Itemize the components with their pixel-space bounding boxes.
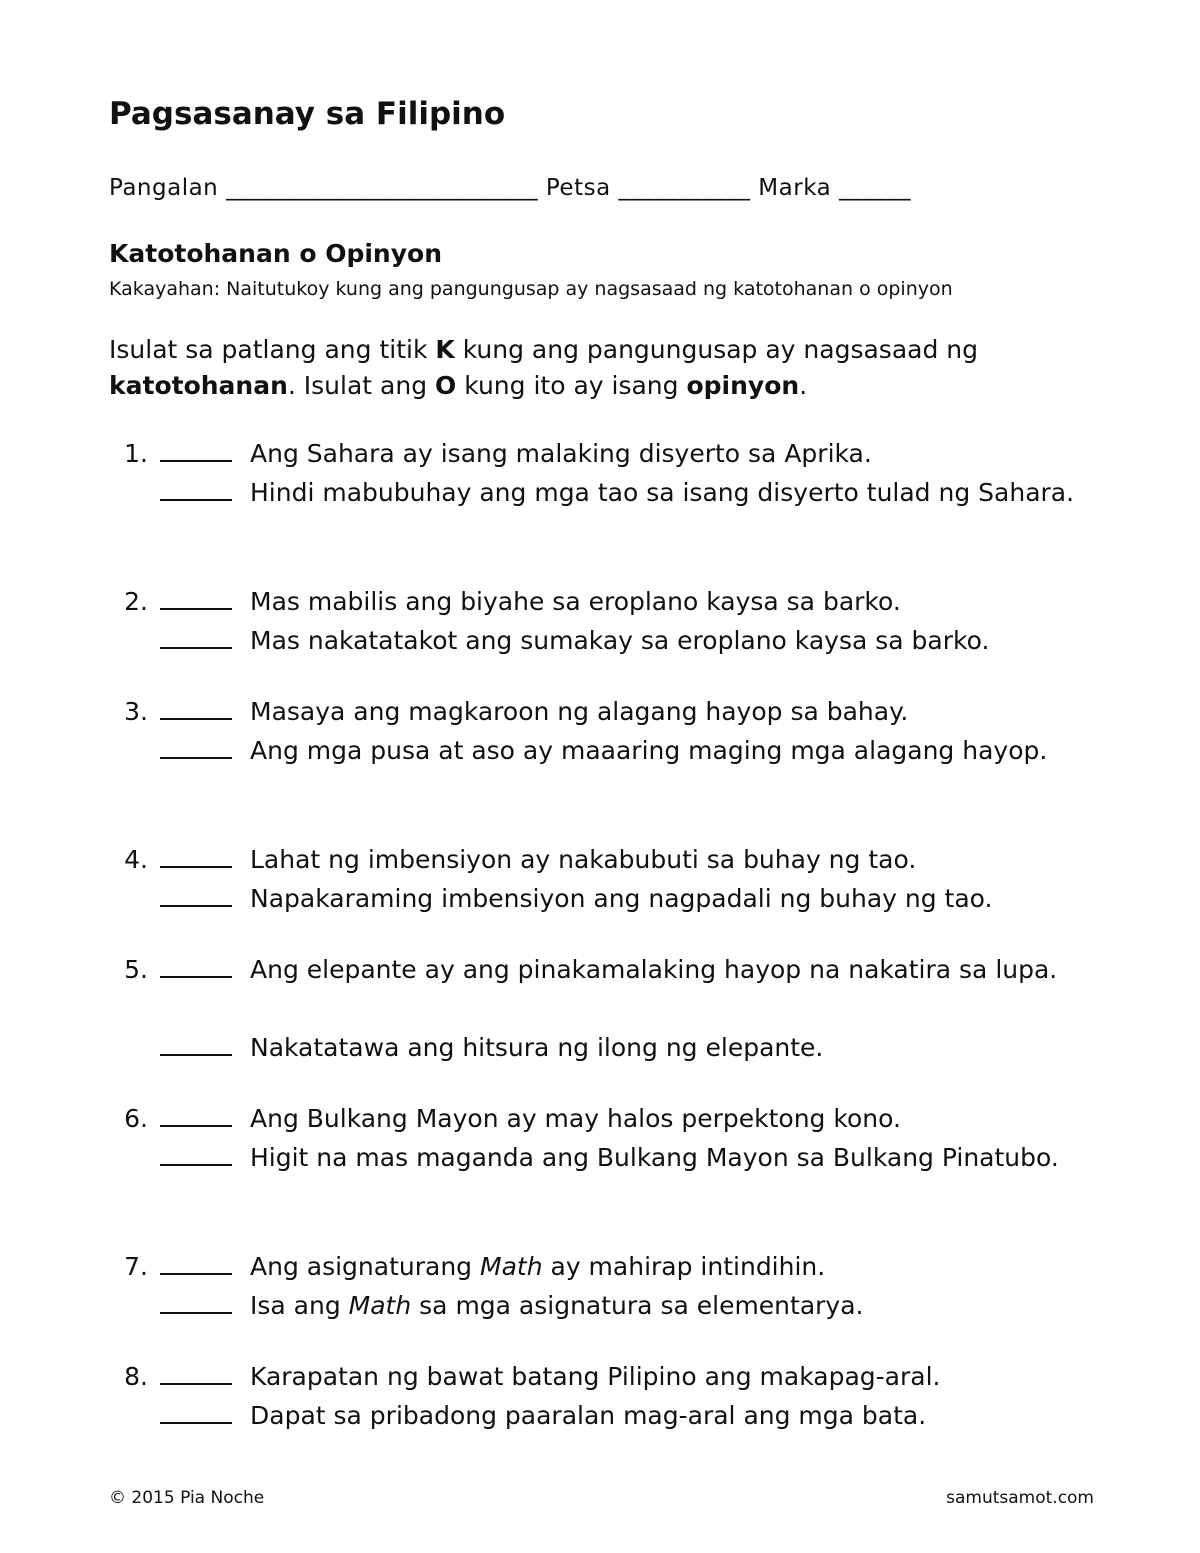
statement-row — [0, 692, 1200, 731]
statement-row — [0, 473, 1200, 551]
statement-row — [0, 950, 1200, 1028]
statement-text: Napakaraming imbensiyon ang nagpadali ng buhay ng tao. — [250, 884, 993, 913]
website-link[interactable]: samutsamot.com — [946, 1488, 1094, 1508]
exercise-item — [0, 434, 1200, 551]
subject-math: Math — [348, 1291, 412, 1320]
statement-text: Masaya ang magkaroon ng alagang hayop sa bahay. — [250, 697, 909, 726]
copyright-notice: © 2015 Pia Noche — [109, 1488, 265, 1508]
item-number: 3. — [124, 697, 148, 726]
answer-blank[interactable] — [160, 1164, 232, 1166]
statement-row — [0, 1028, 1200, 1067]
exercise-item — [0, 1247, 1200, 1325]
statement-row — [0, 1138, 1200, 1216]
answer-blank[interactable] — [160, 718, 232, 720]
answer-blank[interactable] — [160, 1054, 232, 1056]
statement-row — [0, 879, 1200, 918]
statement-text: Ang Bulkang Mayon ay may halos perpektong kono. — [250, 1104, 901, 1133]
statement-text: Lahat ng imbensiyon ay nakabubuti sa buhay ng tao. — [250, 845, 917, 874]
exercise-item — [0, 1357, 1200, 1435]
statement-text: Ang asignaturang Math ay mahirap intindihin. — [250, 1252, 826, 1281]
statement-text: Ang elepante ay ang pinakamalaking hayop na nakatira sa lupa. — [250, 955, 1058, 984]
item-number: 4. — [124, 845, 148, 874]
statement-text: Karapatan ng bawat batang Pilipino ang makapag-aral. — [250, 1362, 941, 1391]
statement-row — [0, 621, 1200, 660]
instructions: Isulat sa patlang ang titik K kung ang pangungusap ay nagsasaad ng katotohanan. Isulat ang O kung ito ay isang opinyon. — [109, 335, 978, 400]
exercise-item — [0, 1099, 1200, 1216]
answer-blank[interactable] — [160, 976, 232, 978]
statement-text: Mas mabilis ang biyahe sa eroplano kaysa sa barko. — [250, 587, 901, 616]
word-katotohanan: katotohanan — [109, 371, 288, 400]
page-title: Pagsasanay sa Filipino — [109, 96, 506, 132]
letter-k: K — [435, 335, 455, 364]
exercise-item — [0, 950, 1200, 1067]
statement-row — [0, 1357, 1200, 1396]
exercise-item — [0, 582, 1200, 660]
answer-blank[interactable] — [160, 1312, 232, 1314]
statement-text: Ang mga pusa at aso ay maaaring maging mga alagang hayop. — [250, 736, 1048, 765]
statement-text: Hindi mabubuhay ang mga tao sa isang disyerto tulad ng Sahara. — [250, 478, 1075, 507]
item-number: 1. — [124, 439, 148, 468]
item-number: 7. — [124, 1252, 148, 1281]
word-opinyon: opinyon — [686, 371, 800, 400]
exercise-item — [0, 840, 1200, 918]
answer-blank[interactable] — [160, 1422, 232, 1424]
answer-blank[interactable] — [160, 1383, 232, 1385]
statement-row — [0, 1286, 1200, 1325]
answer-blank[interactable] — [160, 757, 232, 759]
statement-text: Higit na mas maganda ang Bulkang Mayon sa Bulkang Pinatubo. — [250, 1143, 1059, 1172]
item-number: 6. — [124, 1104, 148, 1133]
skill-description: Kakayahan: Naitutukoy kung ang pangungusap ay nagsasaad ng katotohanan o opinyon — [109, 278, 953, 300]
statement-row — [0, 1099, 1200, 1138]
statement-text: Dapat sa pribadong paaralan mag-aral ang mga bata. — [250, 1401, 927, 1430]
answer-blank[interactable] — [160, 460, 232, 462]
subject-math: Math — [480, 1252, 543, 1281]
statement-row — [0, 434, 1200, 473]
statement-row — [0, 731, 1200, 809]
answer-blank[interactable] — [160, 866, 232, 868]
answer-blank[interactable] — [160, 1125, 232, 1127]
section-title: Katotohanan o Opinyon — [109, 239, 442, 268]
item-number: 8. — [124, 1362, 148, 1391]
statement-text: Nakatatawa ang hitsura ng ilong ng elepante. — [250, 1033, 824, 1062]
statement-row — [0, 840, 1200, 879]
statement-row — [0, 1247, 1200, 1286]
item-number: 2. — [124, 587, 148, 616]
statement-text: Ang Sahara ay isang malaking disyerto sa Aprika. — [250, 439, 872, 468]
answer-blank[interactable] — [160, 499, 232, 501]
answer-blank[interactable] — [160, 647, 232, 649]
statement-row — [0, 1396, 1200, 1435]
statement-row — [0, 582, 1200, 621]
exercise-item — [0, 692, 1200, 809]
answer-blank[interactable] — [160, 905, 232, 907]
statement-text: Isa ang Math sa mga asignatura sa elementarya. — [250, 1291, 864, 1320]
item-number: 5. — [124, 955, 148, 984]
answer-blank[interactable] — [160, 608, 232, 610]
answer-blank[interactable] — [160, 1273, 232, 1275]
student-info-line: Pangalan __________________________ Petsa ___________ Marka ______ — [109, 175, 912, 201]
statement-text: Mas nakatatakot ang sumakay sa eroplano kaysa sa barko. — [250, 626, 990, 655]
letter-o: O — [435, 371, 457, 400]
